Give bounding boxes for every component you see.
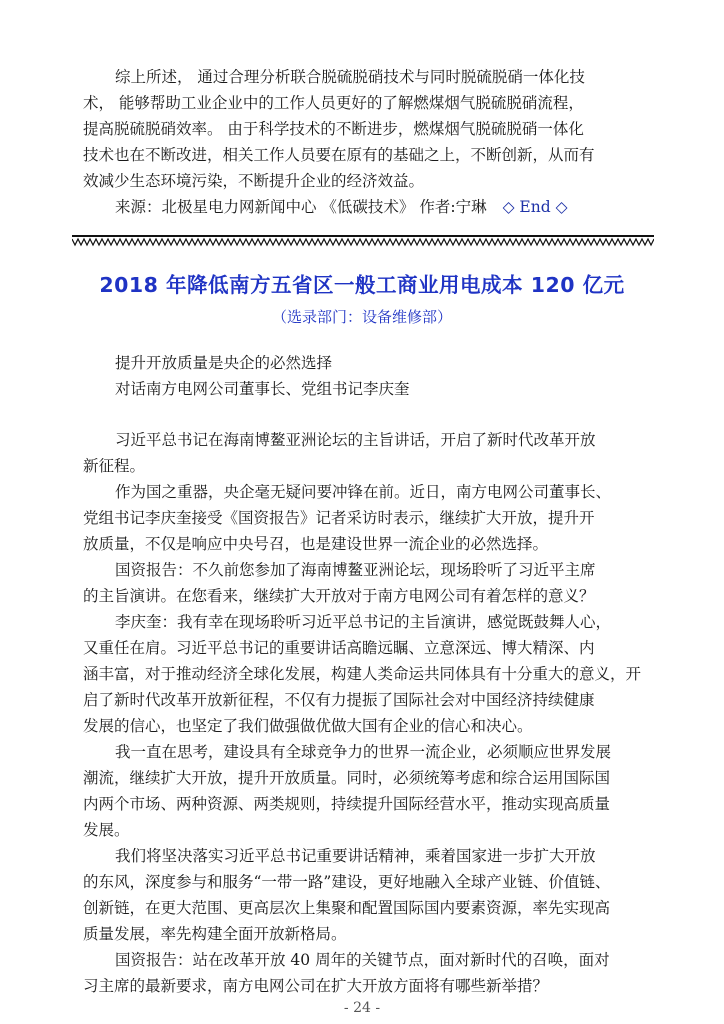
body-line: 我们将坚决落实习近平总书记重要讲话精神，乘着国家进一步扩大开放 — [115, 847, 596, 865]
body-line: 潮流，继续扩大开放，提升开放质量。同时，必须统筹考虑和综合运用国际国 — [83, 769, 611, 787]
body-line: 李庆奎：我有幸在现场聆听习近平总书记的主旨演讲，感觉既鼓舞人心， — [115, 613, 612, 631]
body-line: 的东风，深度参与和服务“一带一路”建设，更好地融入全球产业链、价值链、 — [83, 873, 611, 891]
body-line: 习主席的最新要求，南方电网公司在扩大开放方面将有哪些新举措？ — [83, 977, 549, 995]
body-line: 国资报告：站在改革开放 40 周年的关键节点，面对新时代的召唤，面对 — [115, 951, 610, 969]
article-subtitle: （选录部门：设备维修部） — [271, 308, 452, 326]
body-line: 内两个市场、两种资源、两类规则，持续提升国际经营水平，推动实现高质量 — [83, 795, 611, 813]
body-line: 涵丰富，对于推动经济全球化发展，构建人类命运共同体具有十分重大的意义，开 — [83, 665, 642, 683]
source-line — [115, 196, 655, 218]
body-line: 创新链，在更大范围、更高层次上集聚和配置国际国内要素资源，率先实现高 — [83, 899, 611, 917]
top-paragraph-line: 提高脱硫脱硝效率。 由于科学技术的不断进步，燃煤烟气脱硫脱硝一体化 — [83, 120, 584, 138]
body-line: 党组书记李庆奎接受《国资报告》记者采访时表示，继续扩大开放，提升开 — [83, 509, 595, 527]
end-marker: ◇ End ◇ — [502, 198, 568, 216]
body-line: 质量发展，率先构建全面开放新格局。 — [83, 925, 347, 943]
body-line: 作为国之重器，央企毫无疑问要冲锋在前。近日，南方电网公司董事长、 — [115, 483, 612, 501]
source-text: 来源：北极星电力网新闻中心 《低碳技术》 作者:宁琳 — [115, 198, 487, 216]
section-divider — [72, 234, 654, 248]
body-line: 我一直在思考，建设具有全球竞争力的世界一流企业，必须顺应世界发展 — [115, 743, 612, 761]
top-paragraph-line: 综上所述， 通过合理分析联合脱硫脱硝技术与同时脱硫脱硝一体化技 — [115, 68, 585, 86]
body-line: 习近平总书记在海南博鳌亚洲论坛的主旨讲话，开启了新时代改革开放 — [115, 431, 596, 449]
body-line: 发展的信心，也坚定了我们做强做优做大国有企业的信心和决心。 — [83, 717, 533, 735]
article-title: 2018 年降低南方五省区一般工商业用电成本 120 亿元 — [99, 273, 625, 297]
body-line: 国资报告：不久前您参加了海南博鳌亚洲论坛，现场聆听了习近平主席 — [115, 561, 596, 579]
top-paragraph-line: 技术也在不断改进，相关工作人员要在原有的基础之上，不断创新，从而有 — [83, 146, 595, 164]
top-paragraph-line: 效减少生态环境污染，不断提升企业的经济效益。 — [83, 172, 425, 190]
body-line: 又重任在肩。习近平总书记的重要讲话高瞻远瞩、立意深远、博大精深、内 — [83, 639, 595, 657]
intro-line: 对话南方电网公司董事长、党组书记李庆奎 — [115, 380, 410, 398]
body-line: 放质量，不仅是响应中央号召，也是建设世界一流企业的必然选择。 — [83, 535, 549, 553]
page-number: - 24 - — [343, 1000, 381, 1016]
body-line: 新征程。 — [83, 457, 146, 475]
body-line: 的主旨演讲。在您看来，继续扩大开放对于南方电网公司有着怎样的意义？ — [83, 587, 595, 605]
top-paragraph-line: 术， 能够帮助工业企业中的工作人员更好的了解燃煤烟气脱硫脱硝流程， — [83, 94, 584, 112]
body-line: 启了新时代改革开放新征程，不仅有力提振了国际社会对中国经济持续健康 — [83, 691, 595, 709]
intro-line: 提升开放质量是央企的必然选择 — [115, 354, 333, 372]
body-line: 发展。 — [83, 821, 130, 839]
